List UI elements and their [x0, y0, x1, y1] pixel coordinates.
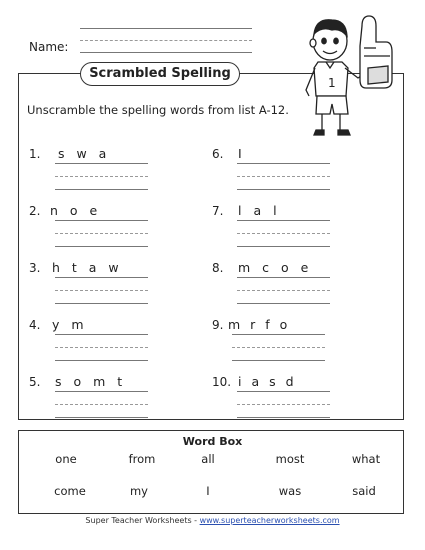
- item-number: 9.: [212, 318, 224, 332]
- footer-text: Super Teacher Worksheets -: [85, 516, 200, 525]
- scrambled-word: n o e: [50, 203, 102, 218]
- word-box-word: said: [352, 484, 376, 498]
- answer-line[interactable]: [55, 391, 148, 392]
- answer-guide: [55, 233, 148, 234]
- worksheet-title: Scrambled Spelling: [80, 62, 240, 86]
- answer-line[interactable]: [55, 189, 148, 190]
- name-line-top: [80, 28, 252, 29]
- answer-line[interactable]: [232, 360, 325, 361]
- item-number: 6.: [212, 147, 224, 161]
- word-box-title: Word Box: [182, 435, 243, 448]
- scrambled-word: s o m t: [55, 374, 127, 389]
- answer-guide: [237, 290, 330, 291]
- item-number: 4.: [29, 318, 41, 332]
- scrambled-word: l a l: [238, 203, 281, 218]
- instructions: Unscramble the spelling words from list A-12.: [27, 103, 289, 117]
- scrambled-word: I: [238, 146, 246, 161]
- answer-line[interactable]: [237, 220, 330, 221]
- item-number: 8.: [212, 261, 224, 275]
- word-box-word: what: [351, 452, 381, 466]
- name-label: Name:: [29, 40, 69, 54]
- scrambled-word: m r f o: [228, 317, 291, 332]
- answer-line[interactable]: [55, 303, 148, 304]
- item-number: 2.: [29, 204, 41, 218]
- word-box-word: was: [278, 484, 302, 498]
- word-box-word: I: [206, 484, 210, 498]
- answer-guide: [237, 404, 330, 405]
- answer-guide: [55, 176, 148, 177]
- answer-line[interactable]: [55, 277, 148, 278]
- answer-guide: [55, 290, 148, 291]
- svg-text:1: 1: [328, 76, 336, 90]
- scrambled-word: y m: [52, 317, 88, 332]
- item-number: 3.: [29, 261, 41, 275]
- word-box-word: all: [201, 452, 215, 466]
- answer-line[interactable]: [55, 360, 148, 361]
- name-field[interactable]: [80, 52, 252, 53]
- item-number: 1.: [29, 147, 41, 161]
- answer-guide: [55, 347, 148, 348]
- scrambled-word: i a s d: [238, 374, 297, 389]
- answer-line[interactable]: [55, 220, 148, 221]
- boy-illustration: [290, 8, 400, 143]
- answer-line[interactable]: [55, 246, 148, 247]
- answer-line[interactable]: [55, 417, 148, 418]
- word-box-word: from: [128, 452, 156, 466]
- footer: [0, 516, 425, 525]
- item-number: 5.: [29, 375, 41, 389]
- word-box-word: come: [54, 484, 86, 498]
- item-number: 10.: [212, 375, 232, 389]
- word-box-word: most: [275, 452, 305, 466]
- answer-guide: [55, 404, 148, 405]
- scrambled-word: s w a: [58, 146, 111, 161]
- footer-link[interactable]: www.superteacherworksheets.com: [199, 516, 340, 525]
- answer-line[interactable]: [232, 334, 325, 335]
- answer-line[interactable]: [237, 303, 330, 304]
- answer-line[interactable]: [237, 277, 330, 278]
- scrambled-word: m c o e: [238, 260, 313, 275]
- answer-line[interactable]: [237, 163, 330, 164]
- answer-line[interactable]: [237, 246, 330, 247]
- answer-guide: [237, 233, 330, 234]
- word-box-word: one: [55, 452, 77, 466]
- answer-line[interactable]: [55, 334, 148, 335]
- name-line-mid: [80, 40, 252, 41]
- answer-line[interactable]: [237, 391, 330, 392]
- item-number: 7.: [212, 204, 224, 218]
- scrambled-word: h t a w: [52, 260, 123, 275]
- word-box-word: my: [129, 484, 148, 498]
- answer-line[interactable]: [237, 417, 330, 418]
- answer-line[interactable]: [55, 163, 148, 164]
- answer-line[interactable]: [237, 189, 330, 190]
- answer-guide: [237, 176, 330, 177]
- answer-guide: [232, 347, 325, 348]
